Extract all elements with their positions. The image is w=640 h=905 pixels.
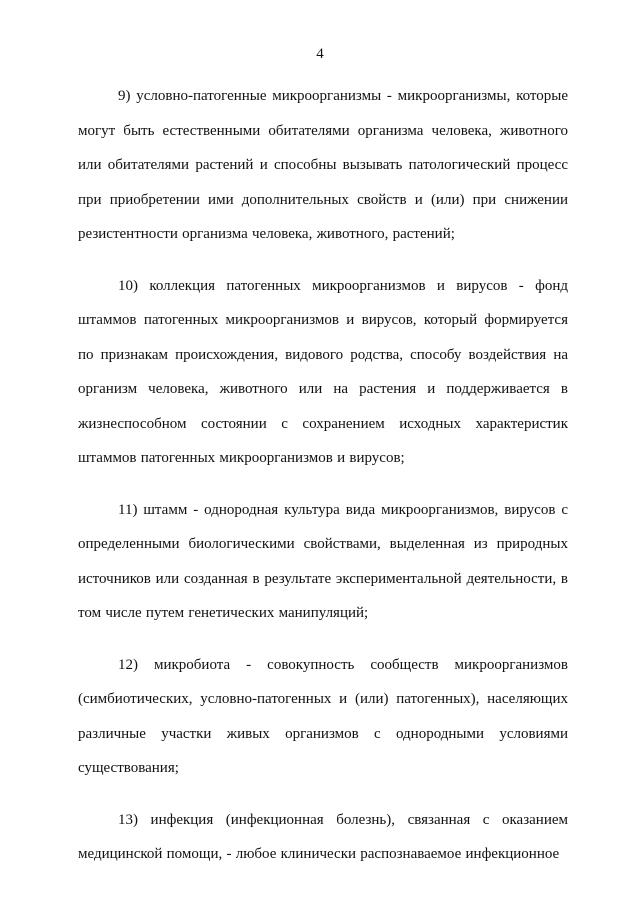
- definition-paragraph-9: 9) условно-патогенные микроорганизмы - микроорганизмы, которые могут быть естественными обитателями организма человека, животного или обитателями растений и способны вызывать патологический процесс при приобретении ими дополнительных свойств и (или) при снижении резистентности организма человека, животного, растений;: [78, 88, 568, 242]
- definition-paragraph-11: 11) штамм - однородная культура вида микроорганизмов, вирусов с определенными биологическими свойствами, выделенная из природных источников или созданная в результате экспериментальной деятельности, в том числе путем генетических манипуляций;: [78, 501, 568, 621]
- definition-paragraph-13: 13) инфекция (инфекционная болезнь), связанная с оказанием медицинской помощи, - любое клинически распознаваемое инфекционное: [78, 811, 568, 862]
- definition-paragraph-12: 12) микробиота - совокупность сообществ микроорганизмов (симбиотических, условно-патогенных и (или) патогенных), населяющих различные участки живых организмов с однородными условиями существования;: [78, 656, 568, 776]
- definition-paragraph-10: 10) коллекция патогенных микроорганизмов и вирусов - фонд штаммов патогенных микроорганизмов и вирусов, который формируется по признакам происхождения, видового родства, способу воздействия на организм человека, животного или на растения и поддерживается в жизнеспособном состоянии с сохранением исходных характеристик штаммов патогенных микроорганизмов и вирусов;: [78, 277, 568, 466]
- document-body: [78, 79, 568, 872]
- page-number: 4: [316, 46, 324, 62]
